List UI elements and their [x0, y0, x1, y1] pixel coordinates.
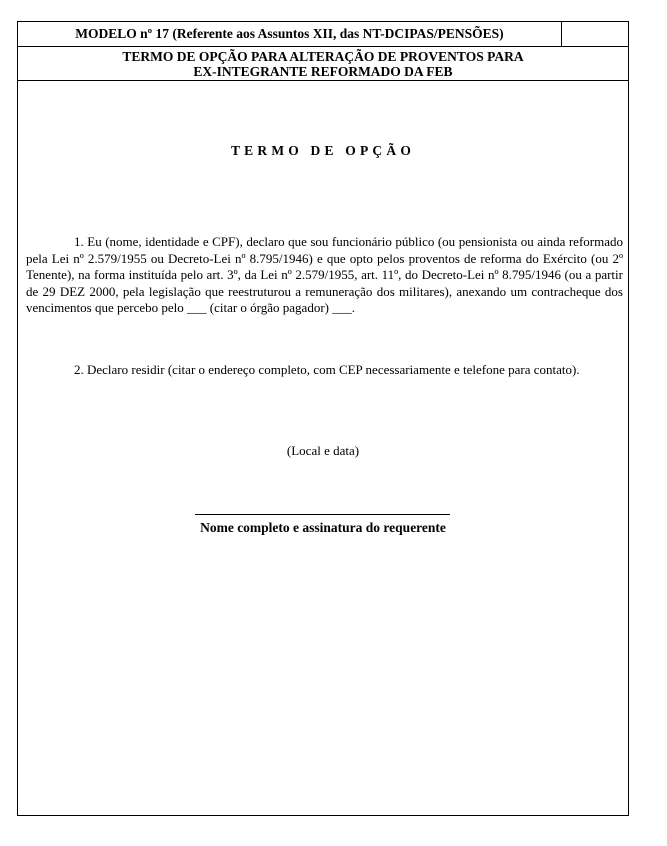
model-row: [18, 22, 628, 47]
document-frame: [17, 21, 629, 816]
document-title: TERMO DE OPÇÃO: [230, 143, 416, 158]
signature-line: [195, 514, 450, 515]
model-title: MODELO nº 17 (Referente aos Assuntos XII, das NT-DCIPAS/PENSÕES): [18, 22, 562, 46]
subject-line-2: EX-INTEGRANTE REFORMADO DA FEB: [193, 64, 453, 79]
place-and-date: (Local e data): [286, 443, 360, 458]
paragraph-1: 1. Eu (nome, identidade e CPF), declaro que sou funcionário público (ou pensionista ou ainda reformado pela Lei nº 2.579/1955 ou Decreto-Lei nº 8.795/1946) e que opto pelos proventos de reforma do Exército (ou 2º Tenente), na forma instituída pelo art. 3º, da Lei nº 2.579/1955, art. 11º, do Decreto-Lei nº 8.795/1946 (ou a partir de 29 DEZ 2000, pela legislação que reestruturou a remuneração dos militares), anexando um contracheque dos vencimentos que percebo pelo ___ (citar o órgão pagador) ___.: [26, 234, 623, 316]
paragraph-2: 2. Declaro residir (citar o endereço completo, com CEP necessariamente e telefone para contato).: [74, 362, 580, 377]
model-blank-cell: [562, 22, 628, 46]
signature-label: Nome completo e assinatura do requerente: [200, 520, 446, 535]
subject-row: [18, 47, 628, 81]
subject-line-1: TERMO DE OPÇÃO PARA ALTERAÇÃO DE PROVENTOS PARA: [122, 49, 524, 64]
